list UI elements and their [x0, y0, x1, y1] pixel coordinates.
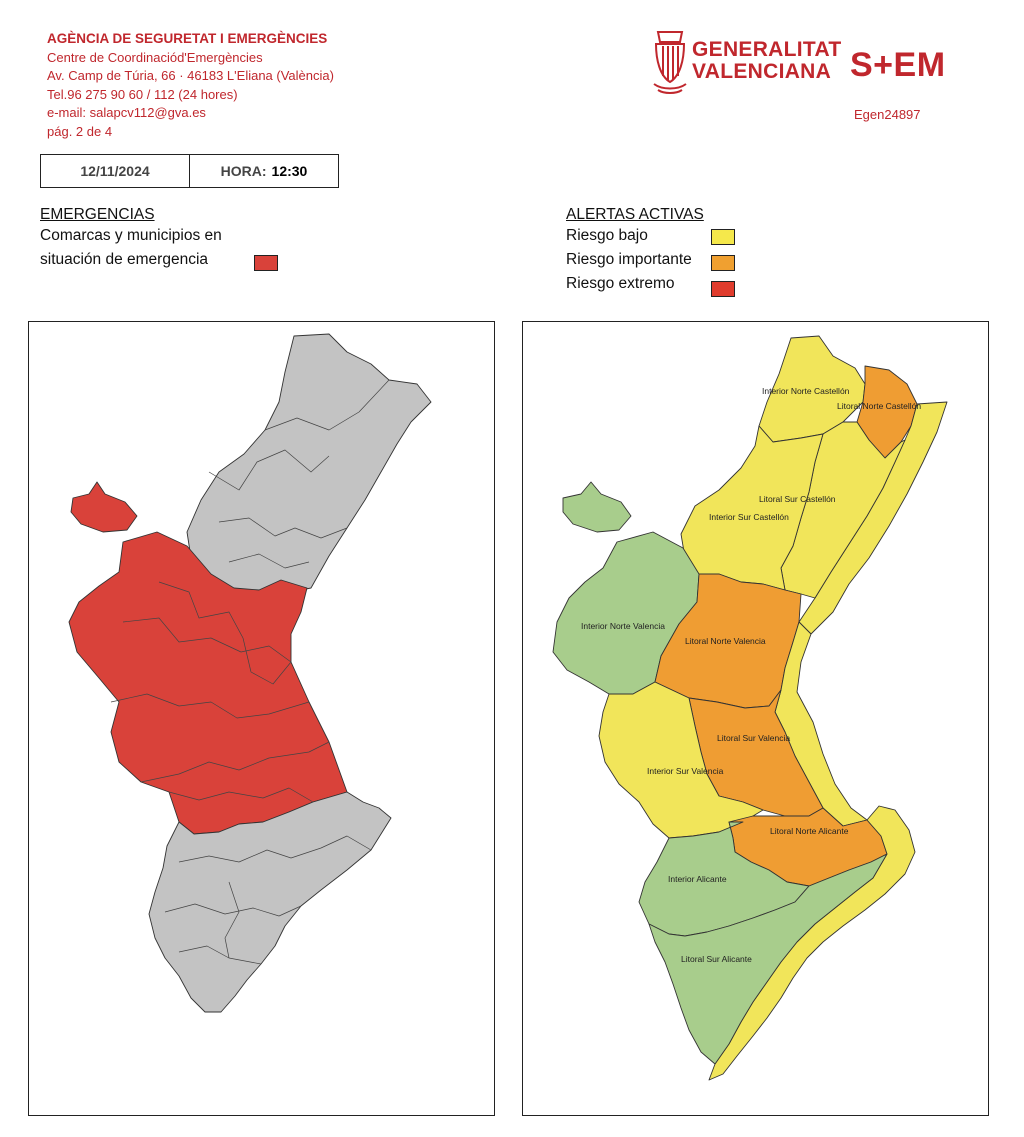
legend-important-swatch	[711, 255, 735, 271]
organization-info	[47, 30, 334, 141]
alerts-map-panel	[522, 321, 989, 1116]
legend-low-label: Riesgo bajo	[566, 227, 648, 244]
map-left-exclave-region	[71, 482, 137, 532]
alerts-map	[523, 322, 988, 1115]
address: Av. Camp de Túria, 66 · 46183 L'Eliana (València)	[47, 68, 334, 83]
emergency-color-swatch	[254, 255, 278, 271]
alerts-legend-title: ALERTAS ACTIVAS	[566, 206, 704, 223]
phone: Tel.96 275 90 60 / 112 (24 hores)	[47, 86, 238, 102]
emergency-legend-line2: situación de emergencia	[40, 251, 209, 268]
logo-text-valenciana: VALENCIANA	[692, 60, 832, 83]
legend-extreme-swatch	[711, 281, 735, 297]
time-cell	[190, 155, 338, 187]
document-code: Egen24897	[854, 107, 921, 122]
label-litoral-sur-alicante: Litoral Sur Alicante	[681, 954, 752, 964]
label-litoral-norte-castellon: Litoral Norte Castellón	[837, 401, 922, 411]
label-interior-sur-castellon: Interior Sur Castellón	[709, 512, 789, 522]
coordination-centre: Centre de Coordinaciód'Emergències	[47, 49, 263, 65]
map-left-north-region	[187, 334, 431, 602]
emergency-map	[29, 322, 494, 1115]
label-interior-norte-valencia: Interior Norte Valencia	[581, 621, 665, 631]
email: e-mail: salapcv112@gva.es	[47, 105, 206, 120]
time-label: HORA:	[220, 163, 267, 179]
date-time-box	[40, 154, 339, 188]
generalitat-valenciana-logo	[652, 30, 842, 98]
label-litoral-sur-valencia: Litoral Sur Valencia	[717, 733, 791, 743]
coat-of-arms-icon	[652, 30, 688, 96]
sem-logo: S+EM	[850, 46, 946, 84]
label-interior-norte-castellon: Interior Norte Castellón	[762, 386, 850, 396]
date-value: 12/11/2024	[41, 155, 190, 187]
label-interior-alicante: Interior Alicante	[668, 874, 727, 884]
emergency-legend-line1: Comarcas y municipios en	[40, 227, 222, 244]
label-litoral-norte-valencia: Litoral Norte Valencia	[685, 636, 766, 646]
label-litoral-norte-alicante: Litoral Norte Alicante	[770, 826, 849, 836]
label-litoral-sur-castellon: Litoral Sur Castellón	[759, 494, 836, 504]
page-number: pág. 2 de 4	[47, 123, 113, 139]
legend-important-label: Riesgo importante	[566, 251, 692, 268]
logo-text-generalitat: GENERALITAT	[692, 38, 842, 61]
zone-exclave	[563, 482, 631, 532]
legend-low-swatch	[711, 229, 735, 245]
organization-name: AGÈNCIA DE SEGURETAT I EMERGÈNCIES	[47, 31, 328, 46]
emergency-legend	[40, 206, 222, 272]
alerts-legend	[566, 206, 704, 296]
emergency-map-panel	[28, 321, 495, 1116]
legend-extreme-label: Riesgo extremo	[566, 275, 675, 292]
emergency-legend-title: EMERGENCIAS	[40, 206, 155, 223]
time-value: 12:30	[271, 163, 308, 179]
label-interior-sur-valencia: Interior Sur Valencia	[647, 766, 724, 776]
